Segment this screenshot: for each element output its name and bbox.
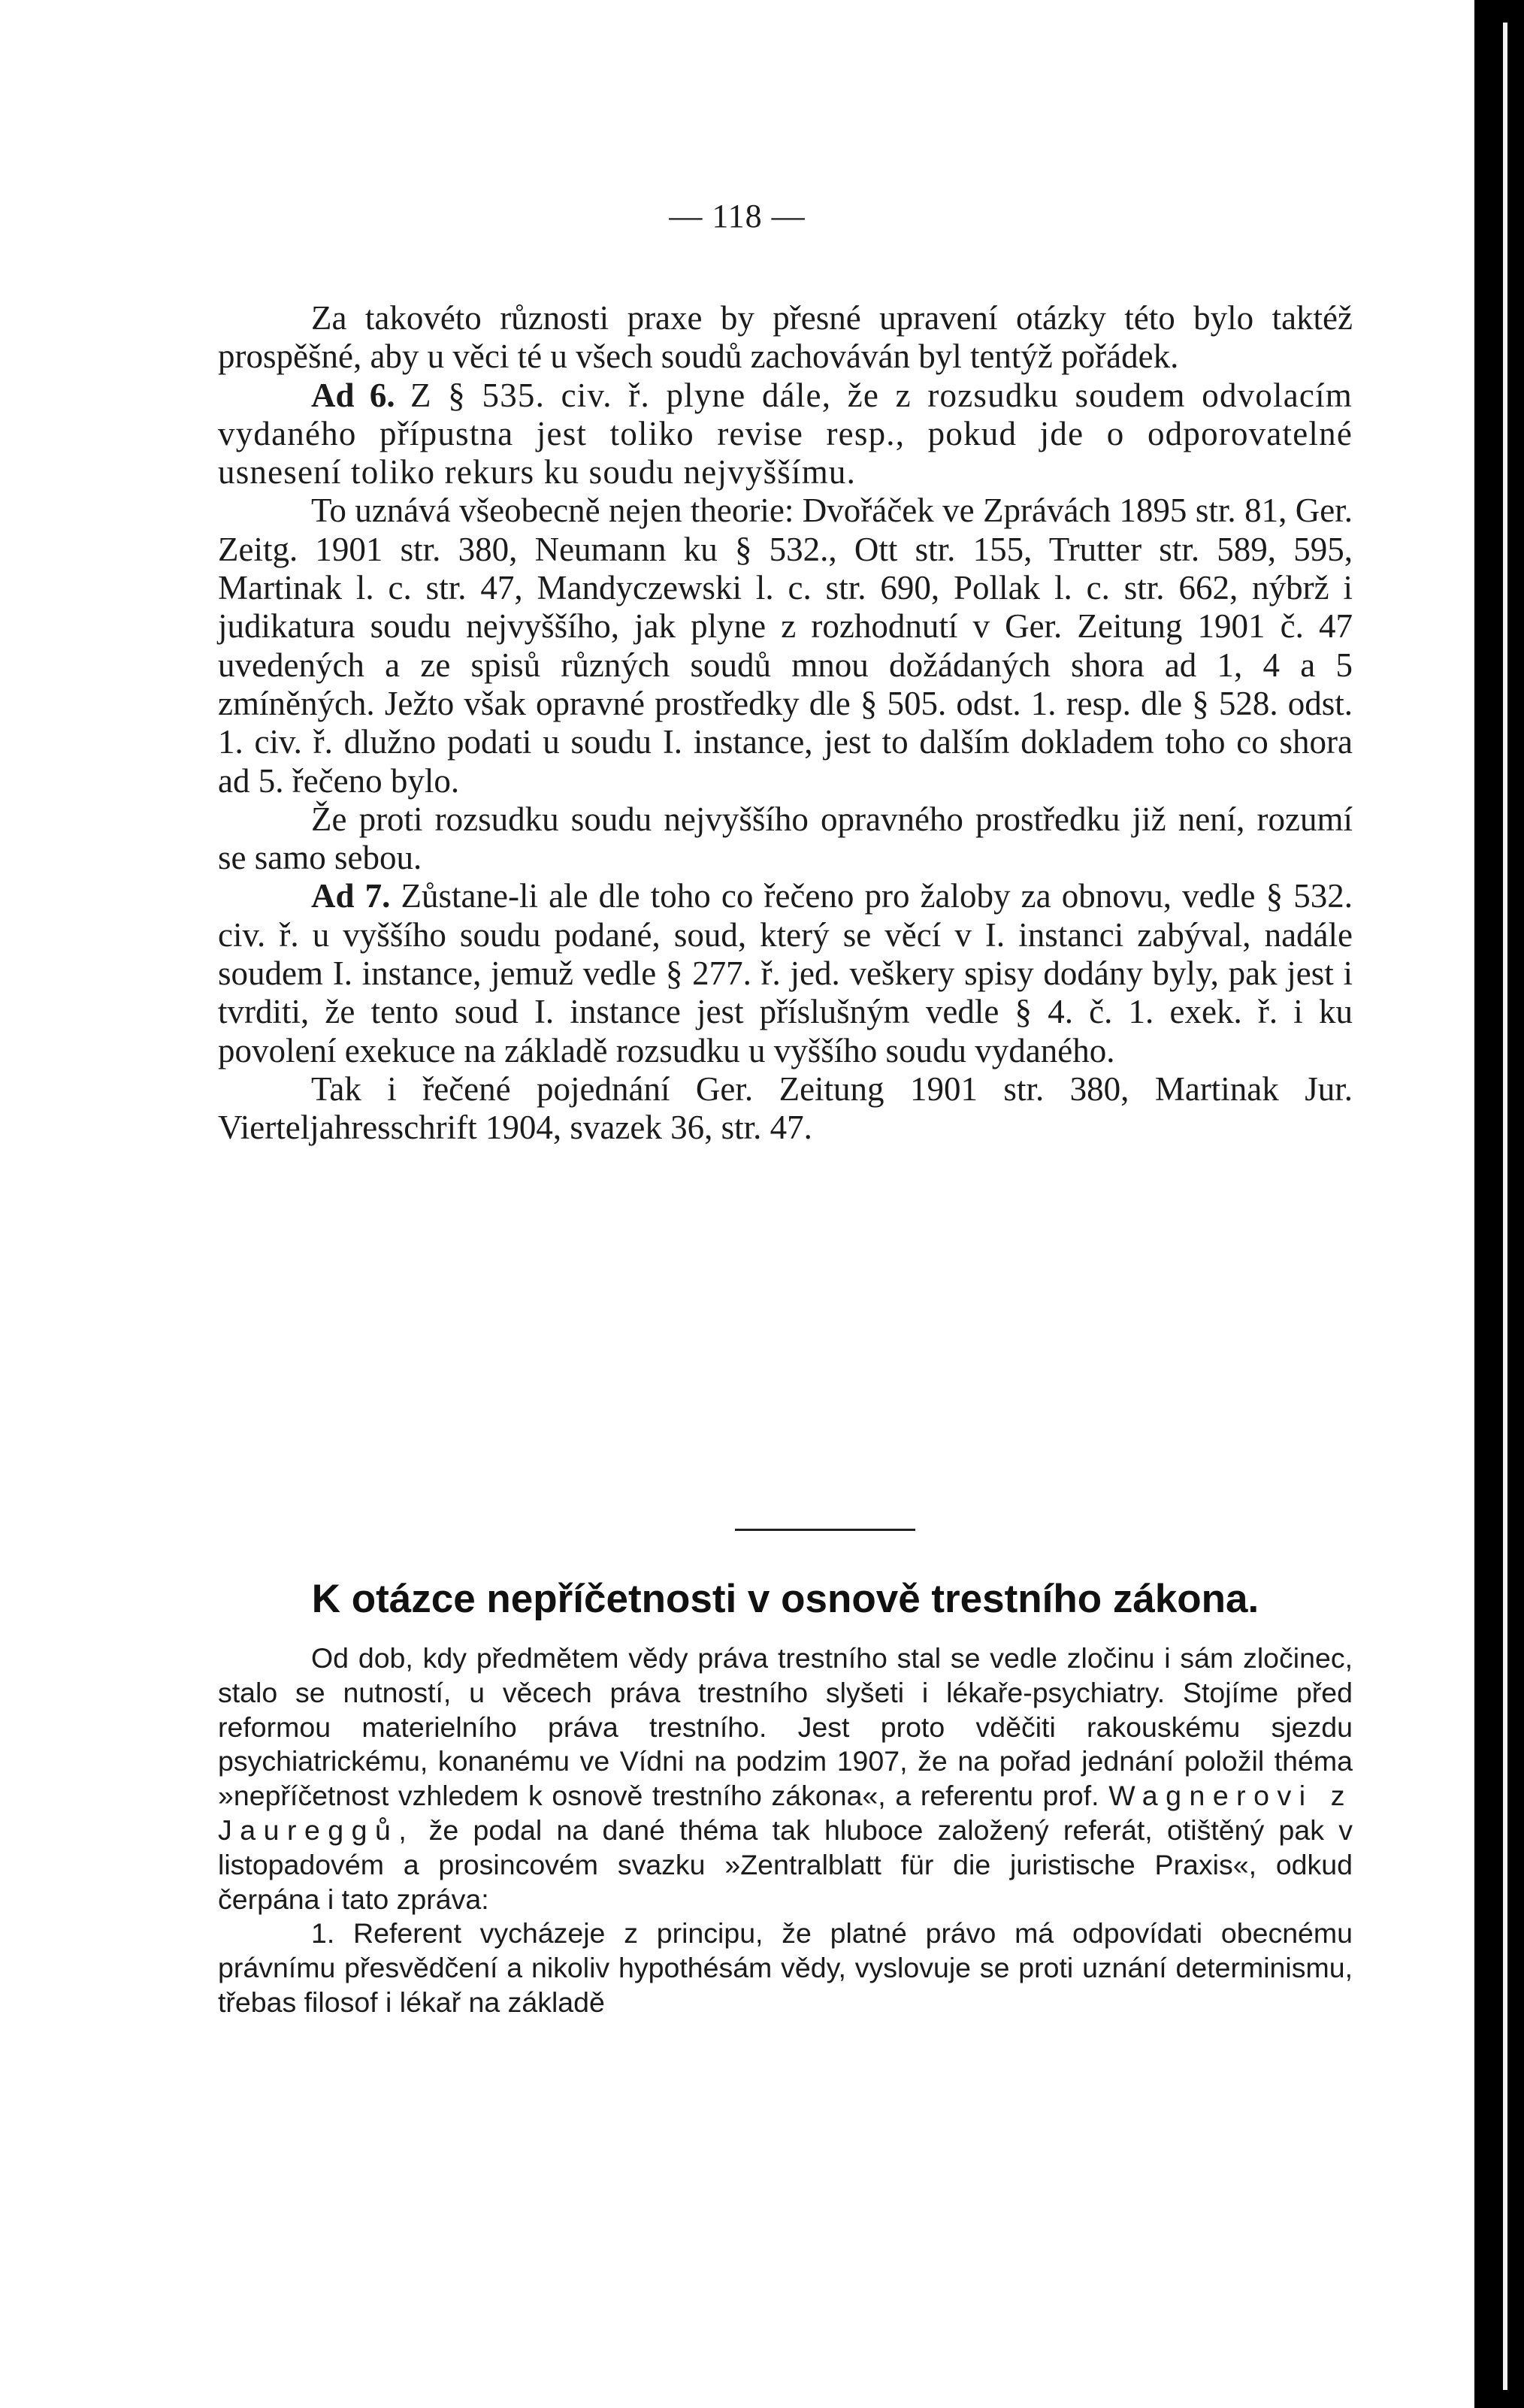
- lower-1-before: Od dob, kdy předmětem vědy práva trestního stal se vedle zločinu i sám zločinec, stalo se nutností, u věcech práva trestního slyšeti i lékaře-psychiatry. Stojíme před reformou materielního práva trestního. Jest proto vděčiti rakouskému sjezdu psychiatrickému, konanému ve Vídni na podzim 1907, že na pořad jednání položil théma »nepříčetnost vzhledem k osnově trestního zákona«, a referentu prof.: [218, 1642, 1353, 1812]
- ad-6-text: Z § 535. civ. ř. plyne dále, že z rozsudku soudem odvolacím vydaného přípustna jest toliko revise resp., pokud jde o odporovatelné usnesení toliko rekurs ku soudu nejvyššímu.: [218, 376, 1353, 492]
- upper-text-block: [218, 299, 1353, 1148]
- ad-6-label: Ad 6.: [311, 376, 395, 414]
- paragraph-upper-4: Že proti rozsudku soudu nejvyššího opravného prostředku již není, rozumí se samo sebou.: [218, 800, 1353, 877]
- paragraph-upper-3: To uznává všeobecně nejen theorie: Dvořáček ve Zprávách 1895 str. 81, Ger. Zeitg. 1901 str. 380, Neumann ku § 532., Ott str. 155, Trutter str. 589, 595, Martinak l. c. str. 47, Mandyczewski l. c. str. 690, Pollak l. c. str. 662, nýbrž i judikatura soudu nejvyššího, jak plyne z rozhodnutí v Ger. Zeitung 1901 č. 47 uvedených a ze spisů různých soudů mnou dožádaných shora ad 1, 4 a 5 zmíněných. Ježto však opravné prostředky dle § 505. odst. 1. resp. dle § 528. odst. 1. civ. ř. dlužno podati u soudu I. instance, jest to dalším dokladem toho co shora ad 5. řečeno bylo.: [218, 492, 1353, 800]
- referent-name: Wagnerovi z Jaureggů,: [218, 1780, 1353, 1846]
- scan-edge: [1474, 0, 1524, 2408]
- ad-7-label: Ad 7.: [311, 877, 391, 915]
- scan-edge-line: [1503, 23, 1507, 2390]
- section-divider: [735, 1529, 915, 1531]
- section-heading: K otázce nepříčetnosti v osnově trestního zákona.: [311, 1577, 1259, 1621]
- paragraph-ad-7: [218, 877, 1353, 1069]
- paragraph-lower-2: 1. Referent vycházeje z principu, že platné právo má odpovídati obecnému právnímu přesvědčení a nikoliv hypothésám vědy, vyslovuje se proti uznání determinismu, třebas filosof i lékař na základě: [218, 1917, 1353, 2018]
- paragraph-ad-6: [218, 377, 1353, 492]
- lower-1-after: že podal na dané théma tak hluboce založený referát, otištěný pak v listopadovém a prosincovém svazku »Zentralblatt für die juristische Praxis«, odkud čerpána i tato zpráva:: [218, 1814, 1353, 1915]
- paragraph-upper-1: Za takovéto různosti praxe by přesné upravení otázky této bylo taktéž prospěšné, aby u věci té u všech soudů zachováván byl tentýž pořádek.: [218, 299, 1353, 376]
- paragraph-lower-1: [218, 1641, 1353, 1916]
- page-number: — 118 —: [669, 198, 806, 234]
- ad-7-text: Zůstane-li ale dle toho co řečeno pro žaloby za obnovu, vedle § 532. civ. ř. u vyššího soudu podané, soud, který se věcí v I. instanci zabýval, nadále soudem I. instance, jemuž vedle § 277. ř. jed. veškery spisy dodány byly, pak jest i tvrditi, že tento soud I. instance jest příslušným vedle § 4. č. 1. exek. ř. i ku povolení exekuce na základě rozsudku u vyššího soudu vydaného.: [218, 877, 1353, 1069]
- lower-text-block: [218, 1641, 1353, 2020]
- paragraph-upper-6: Tak i řečené pojednání Ger. Zeitung 1901 str. 380, Martinak Jur. Vierteljahresschrift 1904, svazek 36, str. 47.: [218, 1069, 1353, 1147]
